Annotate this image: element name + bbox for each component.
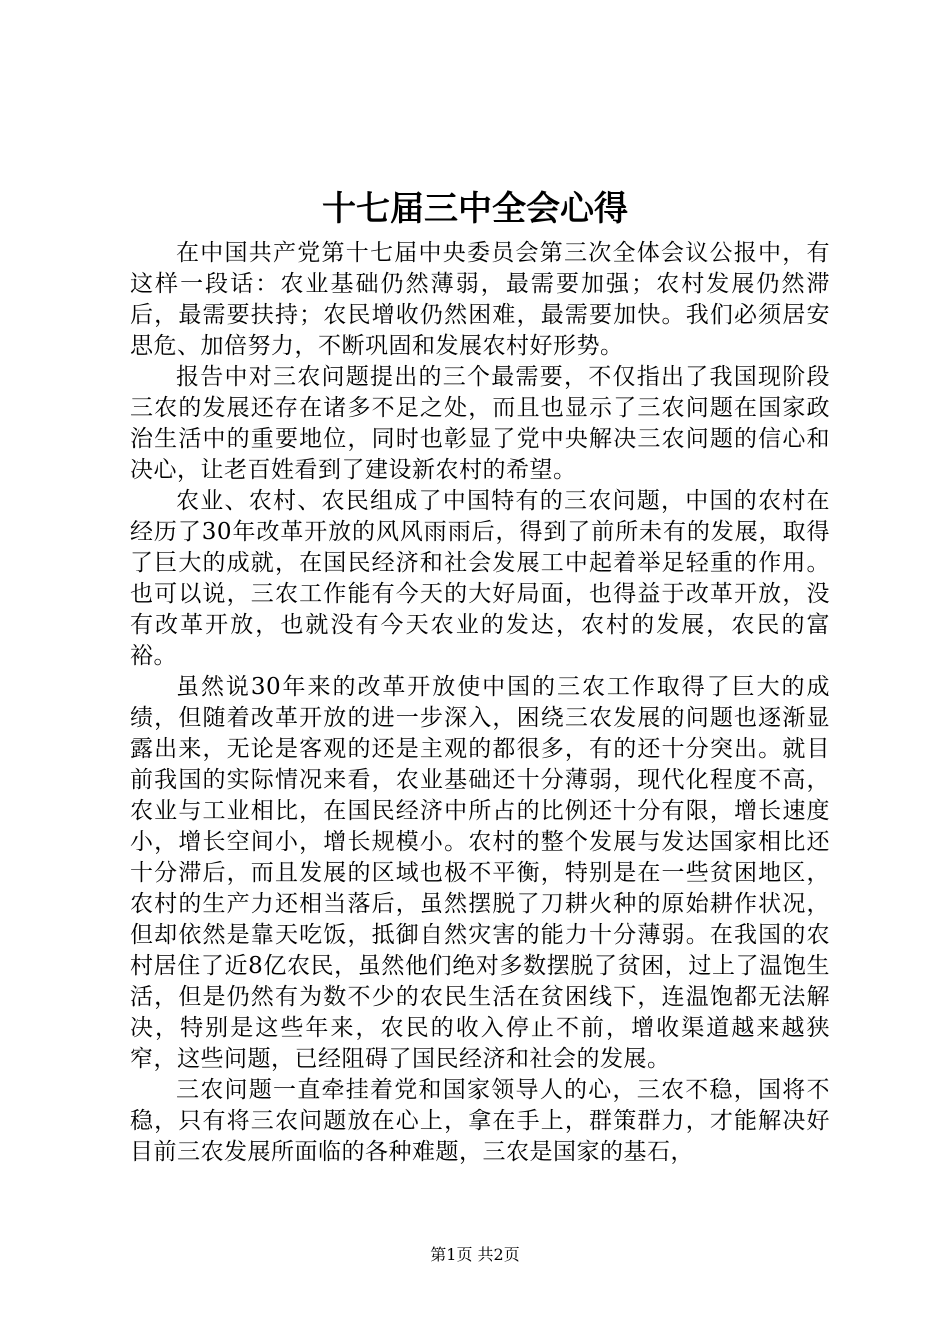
paragraph: 虽然说30年来的改革开放使中国的三农工作取得了巨大的成绩，但随着改革开放的进一步深入，困绕三农发展的问题也逐渐显露出来，无论是客观的还是主观的都很多，有的还十分突出。就目前我国的实际情况来看，农业基础还十分薄弱，现代化程度不高，农业与工业相比，在国民经济中所占的比例还十分有限，增长速度小，增长空间小，增长规模小。农村的整个发展与发达国家相比还十分滞后，而且发展的区域也极不平衡，特别是在一些贫困地区，农村的生产力还相当落后，虽然摆脱了刀耕火种的原始耕作状况，但却依然是靠天吃饭，抵御自然灾害的能力十分薄弱。在我国的农村居住了近8亿农民，虽然他们绝对多数摆脱了贫困，过上了温饱生活，但是仍然有为数不少的农民生活在贫困线下，连温饱都无法解决，特别是这些年来，农民的收入停止不前，增收渠道越来越狭窄，这些问题，已经阻碍了国民经济和社会的发展。 bbox=[130, 674, 830, 1072]
paragraph: 在中国共产党第十七届中央委员会第三次全体会议公报中，有这样一段话：农业基础仍然薄弱，最需要加强；农村发展仍然滞后，最需要扶持；农民增收仍然困难，最需要加快。我们必须居安思危、加倍努力，不断巩固和发展农村好形势。 bbox=[130, 240, 830, 359]
document-body bbox=[130, 238, 830, 1168]
paragraph: 报告中对三农问题提出的三个最需要，不仅指出了我国现阶段三农的发展还存在诸多不足之处，而且也显示了三农问题在国家政治生活中的重要地位，同时也彰显了党中央解决三农问题的信心和决心，让老百姓看到了建设新农村的希望。 bbox=[130, 364, 830, 483]
document-title: 十七届三中全会心得 bbox=[322, 189, 628, 229]
page-number-footer: 第1页 共2页 bbox=[430, 1245, 520, 1264]
paragraph: 三农问题一直牵挂着党和国家领导人的心，三农不稳，国将不稳，只有将三农问题放在心上，拿在手上，群策群力，才能解决好目前三农发展所面临的各种难题，三农是国家的基石， bbox=[130, 1077, 830, 1165]
paragraph: 农业、农村、农民组成了中国特有的三农问题，中国的农村在经历了30年改革开放的风风雨雨后，得到了前所未有的发展，取得了巨大的成就，在国民经济和社会发展工中起着举足轻重的作用。也可以说，三农工作能有今天的大好局面，也得益于改革开放，没有改革开放，也就没有今天农业的发达，农村的发展，农民的富裕。 bbox=[130, 488, 830, 669]
